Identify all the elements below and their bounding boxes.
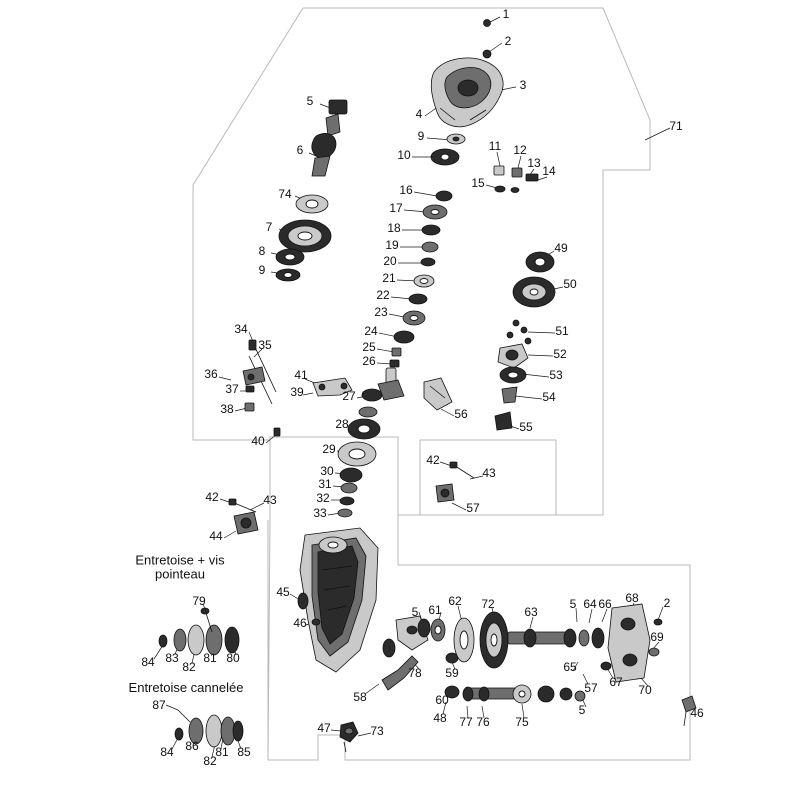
caption-line: Entretoise + vis	[135, 552, 225, 568]
callout-67: 67	[609, 675, 623, 689]
callout-57: 57	[466, 501, 480, 515]
callout-79: 79	[192, 594, 206, 608]
callout-4: 4	[415, 107, 423, 121]
callout-46: 46	[690, 706, 704, 720]
callout-20: 20	[383, 254, 397, 268]
callout-5: 5	[569, 597, 577, 611]
part-bracket-41	[313, 378, 404, 403]
callout-19: 19	[385, 238, 399, 252]
part-lower-housing	[298, 528, 378, 672]
callout-49: 49	[554, 241, 568, 255]
callout-53: 53	[549, 368, 563, 382]
callout-80: 80	[226, 651, 240, 665]
callout-2: 2	[504, 34, 512, 48]
callout-9: 9	[258, 263, 266, 277]
callout-30: 30	[320, 464, 334, 478]
callout-50: 50	[563, 277, 577, 291]
callout-35: 35	[258, 338, 272, 352]
callout-25: 25	[362, 340, 376, 354]
callout-15: 15	[471, 176, 485, 190]
callout-64: 64	[583, 597, 597, 611]
callout-7: 7	[265, 220, 273, 234]
callout-51: 51	[555, 324, 569, 338]
callout-70: 70	[638, 683, 652, 697]
callout-48: 48	[433, 711, 447, 725]
callout-21: 21	[382, 271, 396, 285]
callout-46: 46	[293, 616, 307, 630]
callout-5: 5	[578, 703, 586, 717]
callout-54: 54	[542, 390, 556, 404]
callout-81: 81	[203, 651, 217, 665]
callout-11: 11	[488, 139, 502, 153]
callout-43: 43	[263, 493, 277, 507]
callout-13: 13	[527, 156, 541, 170]
part-lower-right-assembly	[382, 604, 696, 729]
callout-69: 69	[650, 630, 664, 644]
callout-12: 12	[513, 143, 527, 157]
callout-72: 72	[481, 597, 495, 611]
callout-32: 32	[316, 491, 330, 505]
callout-45: 45	[276, 585, 290, 599]
part-spacer-stack-top	[159, 608, 239, 655]
caption-line: pointeau	[155, 567, 205, 582]
callout-77: 77	[459, 715, 473, 729]
callout-29: 29	[322, 442, 336, 456]
callout-2: 2	[663, 596, 671, 610]
part-47-73	[340, 722, 358, 752]
callout-84: 84	[141, 655, 155, 669]
callout-8: 8	[258, 244, 266, 258]
callout-23: 23	[374, 305, 388, 319]
callout-9: 9	[417, 129, 425, 143]
callout-84: 84	[160, 745, 174, 759]
callout-6: 6	[296, 143, 304, 157]
callout-33: 33	[313, 506, 327, 520]
callout-47: 47	[317, 721, 331, 735]
callout-74: 74	[278, 187, 292, 201]
callout-57: 57	[584, 681, 598, 695]
callout-39: 39	[290, 385, 304, 399]
caption-entretoise-cannelee	[129, 681, 244, 695]
callout-10: 10	[397, 148, 411, 162]
callout-40: 40	[251, 434, 265, 448]
part-left-inset-hardware	[229, 499, 258, 534]
callout-37: 37	[225, 382, 239, 396]
callout-3: 3	[519, 78, 527, 92]
caption-entretoise-vis	[135, 554, 224, 583]
callout-71: 71	[669, 119, 683, 133]
callout-44: 44	[209, 529, 223, 543]
callout-60: 60	[435, 693, 449, 707]
callout-26: 26	[362, 354, 376, 368]
callout-16: 16	[399, 183, 413, 197]
callout-22: 22	[376, 288, 390, 302]
callout-82: 82	[203, 754, 217, 768]
callout-83: 83	[165, 651, 179, 665]
callout-18: 18	[387, 221, 401, 235]
callout-81: 81	[215, 745, 229, 759]
callout-52: 52	[553, 347, 567, 361]
callout-76: 76	[476, 715, 490, 729]
part-inset-hardware	[436, 462, 474, 502]
callout-5: 5	[411, 605, 419, 619]
callout-75: 75	[515, 715, 529, 729]
callout-78: 78	[408, 666, 422, 680]
callout-43: 43	[482, 466, 496, 480]
callout-1: 1	[502, 7, 510, 21]
callout-28: 28	[335, 417, 349, 431]
callout-87: 87	[152, 698, 166, 712]
callout-14: 14	[542, 164, 556, 178]
caption-line: Entretoise cannelée	[128, 679, 244, 695]
callout-85: 85	[237, 745, 251, 759]
callout-58: 58	[353, 690, 367, 704]
callout-56: 56	[454, 407, 468, 421]
callout-41: 41	[294, 368, 308, 382]
callout-42: 42	[426, 453, 440, 467]
callout-86: 86	[185, 739, 199, 753]
callout-68: 68	[625, 591, 639, 605]
callout-42: 42	[205, 490, 219, 504]
callout-38: 38	[220, 402, 234, 416]
callout-17: 17	[389, 201, 403, 215]
callout-36: 36	[204, 367, 218, 381]
callout-63: 63	[524, 605, 538, 619]
callout-59: 59	[445, 666, 459, 680]
part-linkage-rods	[243, 340, 280, 436]
callout-55: 55	[519, 420, 533, 434]
callout-24: 24	[364, 324, 378, 338]
callout-34: 34	[234, 322, 248, 336]
callout-82: 82	[182, 660, 196, 674]
callout-61: 61	[428, 603, 442, 617]
callout-65: 65	[563, 660, 577, 674]
callout-27: 27	[342, 389, 356, 403]
part-right-column	[424, 252, 555, 430]
callout-62: 62	[448, 594, 462, 608]
callout-5: 5	[306, 94, 314, 108]
callout-66: 66	[598, 597, 612, 611]
callout-31: 31	[318, 477, 332, 491]
callout-73: 73	[370, 724, 384, 738]
